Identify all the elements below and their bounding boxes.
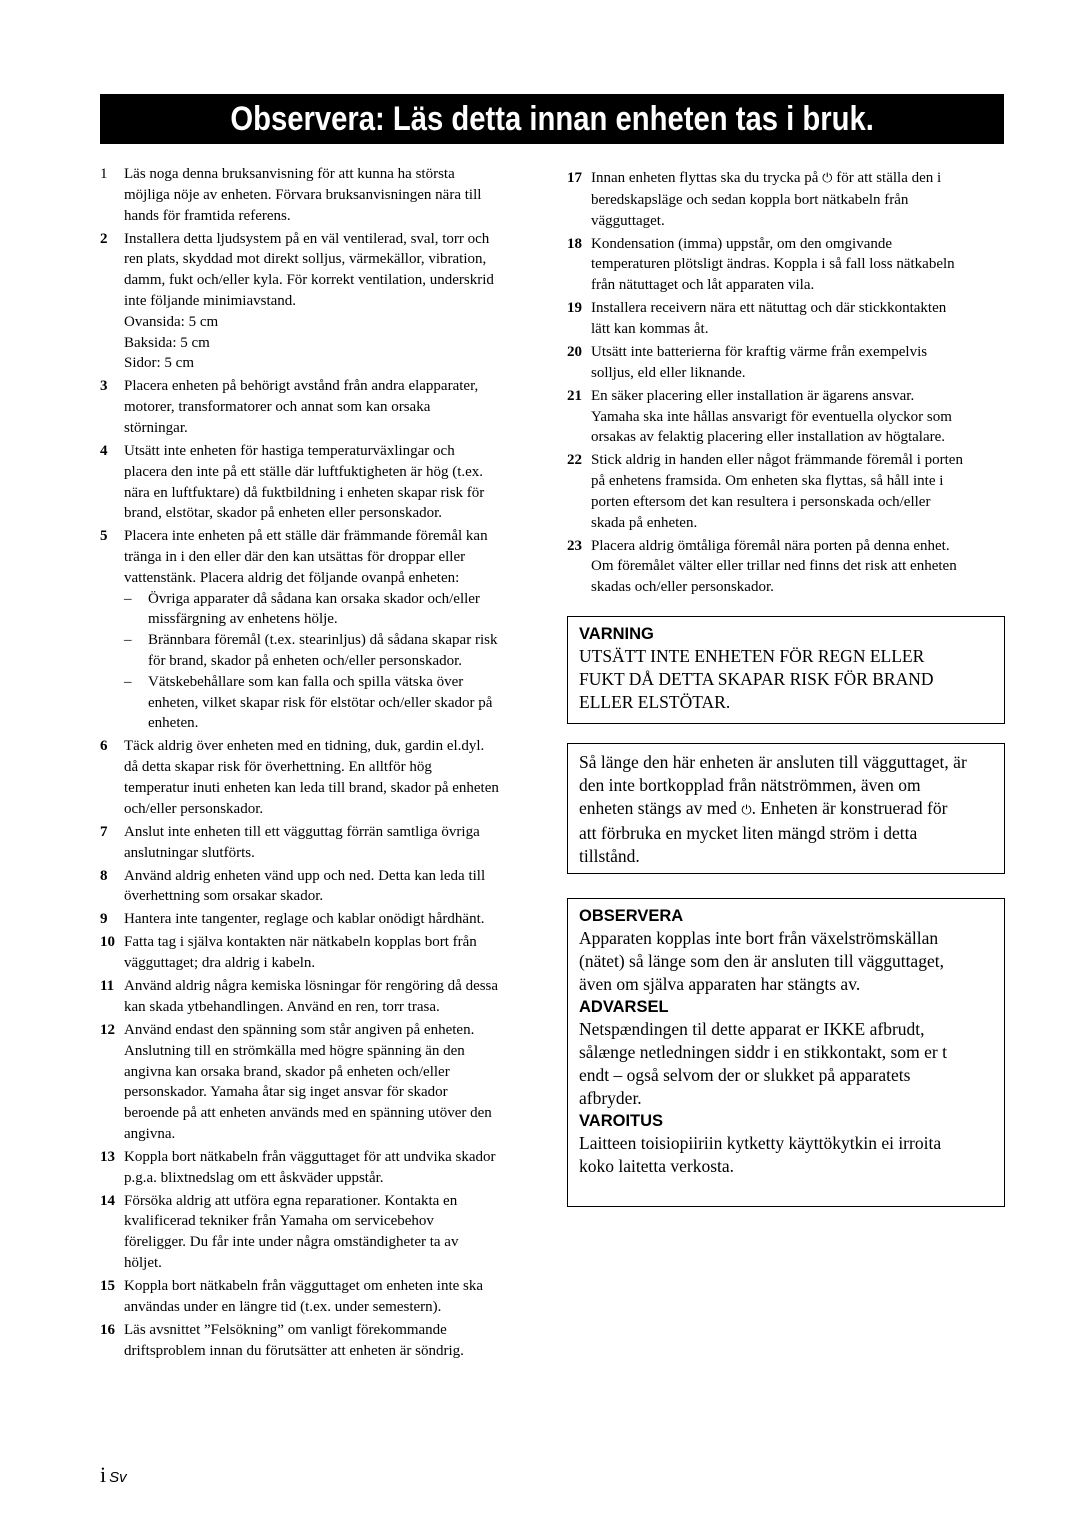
list-item [100,866,536,908]
list-item [100,1020,536,1145]
item-text [591,298,1004,340]
item-line: Placera enheten på behörigt avstånd från andra elapparater, [124,378,479,395]
item-line: Täck aldrig över enheten med en tidning, duk, gardin el.dyl. [124,738,485,755]
item-line: Yamaha ska inte hållas ansvarigt för eventuella olyckor som [591,408,952,425]
advarsel-line: Netspændingen til dette apparat er IKKE afbrudt, [579,1019,925,1039]
item-line: anslutningar slutförts. [124,844,255,861]
item-number: 20 [567,343,582,360]
list-item [567,298,1004,340]
standby-notice-box [567,743,1005,874]
item-line: Baksida: 5 cm [124,334,210,351]
item-line: angivna kan orsaka brand, skador på enheten och/eller [124,1063,450,1080]
item-line: föreligger. Du får inte under några omständigheter ta av [124,1234,459,1251]
list-item [100,1147,536,1189]
item-line: Använd aldrig några kemiska lösningar för rengöring då dessa [124,978,499,995]
item-text [124,1320,536,1362]
list-item [100,164,536,226]
power-icon: ⏻ [741,803,752,818]
list-item [567,386,1004,448]
list-item [100,1191,536,1274]
item-line: Läs noga denna bruksanvisning för att kunna ha största [124,166,455,182]
observera-heading: OBSERVERA [579,907,684,925]
item-number: 1 [100,166,108,182]
item-number: 2 [100,230,108,247]
item-line: nära en luftfuktare) då fuktbildning i enheten skapar risk för [124,484,485,501]
sub-item-line: enheten. [148,715,199,732]
item-line: från nätuttaget och låt apparaten vila. [591,277,815,294]
item-line: Placera aldrig ömtåliga föremål nära porten på denna enhet. [591,537,950,554]
item-line: då detta skapar risk för överhettning. En alltför hög [124,759,432,776]
item-line: höljet. [124,1255,162,1272]
varoitus-line: koko laitetta verkosta. [579,1156,735,1176]
item-text [124,822,536,864]
sub-item-text [148,589,536,631]
list-item [567,342,1004,384]
list-item [100,376,536,438]
item-number: 3 [100,378,108,395]
item-text [591,168,1004,231]
item-number: 18 [567,235,582,252]
list-item [567,536,1004,598]
standby-line-part: . Enheten är konstruerad för [751,798,948,818]
item-line: Ovansida: 5 cm [124,313,219,330]
varoitus-heading: VAROITUS [579,1112,664,1130]
item-number: 21 [567,387,582,404]
item-line: tränga in i den eller där den kan utsättas för droppar eller [124,549,466,566]
item-line: användas under en längre tid (t.ex. under semestern). [124,1298,442,1315]
sub-item [124,672,536,734]
sub-item [124,589,536,631]
item-line: temperatur inuti enheten kan leda till brand, skador på enheten [124,780,499,797]
list-item [100,1276,536,1318]
page-footer [100,1462,127,1488]
list-item [100,736,536,819]
warning-line: ELLER ELSTÖTAR. [579,692,731,712]
item-text [124,526,536,734]
standby-line: tillstånd. [579,846,640,866]
item-line: porten eftersom det kan resultera i personskada och/eller [591,493,931,510]
item-line: Använd aldrig enheten vänd upp och ned. Detta kan leda till [124,867,486,884]
list-item [100,526,536,734]
item-number: 7 [100,823,108,840]
item-line: beredskapsläge och sedan koppla bort nätkabeln från [591,191,909,208]
warning-heading: VARNING [579,625,654,643]
item-line: angivna. [124,1125,176,1142]
item-line: Använd endast den spänning som står angiven på enheten. [124,1021,475,1038]
language-code: Sv [109,1469,127,1486]
item-line: kvalificerad tekniker från Yamaha om servicebehov [124,1213,434,1230]
list-item [100,1320,536,1362]
item-line: möjliga nöje av enheten. Förvara bruksanvisningen nära till [124,186,482,203]
item-line: överhettning som orsakar skador. [124,888,324,905]
standby-line [579,797,993,822]
item-text [124,1276,536,1318]
item-number: 12 [100,1021,115,1038]
item-line: skadas och/eller personskador. [591,579,774,596]
item-text [591,386,1004,448]
item-line-part: Innan enheten flyttas ska du trycka på [591,170,819,186]
item-number: 22 [567,452,582,469]
standby-line-part: enheten stängs av med [579,798,737,818]
item-line: Försöka aldrig att utföra egna reparationer. Kontakta en [124,1192,458,1209]
item-line: Placera inte enheten på ett ställe där främmande föremål kan [124,528,488,545]
power-icon: ⏻ [822,171,833,186]
item-text [591,450,1004,533]
item-line-part: för att ställa den i [836,170,942,186]
item-text [124,736,536,819]
item-line: vägguttaget; dra aldrig i kabeln. [124,955,316,972]
item-line: personskador. Yamaha åtar sig inget ansvar för skador [124,1084,448,1101]
item-line: hands för framtida referens. [124,207,291,224]
list-item [100,441,536,524]
item-text [124,164,536,226]
item-line: temperaturen plötsligt ändras. Koppla i så fall loss nätkabeln [591,256,955,273]
item-line: inte följande minimiavstand. [124,292,297,309]
sub-item-text [148,672,536,734]
observera-line: Apparaten kopplas inte bort från växelströmskällan [579,928,939,948]
item-line: Utsätt inte batterierna för kraftig värme från exempelvis [591,343,928,360]
item-text [124,976,536,1018]
item-text [591,234,1004,296]
sub-item-line: Vätskebehållare som kan falla och spilla vätska över [148,673,464,690]
warning-line: FUKT DÅ DETTA SKAPAR RISK FÖR BRAND [579,669,934,689]
item-number: 8 [100,867,108,884]
item-line: Om föremålet välter eller trillar ned finns det risk att enheten [591,558,957,575]
item-number: 19 [567,300,582,317]
standby-line: Så länge den här enheten är ansluten till vägguttaget, är [579,752,967,772]
advarsel-line: sålænge netledningen siddr i en stikkontakt, som er t [579,1042,947,1062]
item-number: 14 [100,1192,115,1209]
item-text [124,229,536,375]
standby-line: den inte bortkopplad från nätströmmen, även om [579,775,921,795]
item-line: Koppla bort nätkabeln från vägguttaget om enheten inte ska [124,1278,484,1295]
item-line: lätt kan kommas åt. [591,320,709,337]
list-item [100,822,536,864]
item-line [591,168,1004,190]
item-line: Installera detta ljudsystem på en väl ventilerad, sval, torr och [124,230,490,247]
item-line: ren plats, skyddad mot direkt solljus, värmekällor, vibration, [124,251,487,268]
list-item [100,932,536,974]
item-line: Anslutning till en strömkälla med högre spänning än den [124,1042,465,1059]
item-text [591,342,1004,384]
item-line: Anslut inte enheten till ett vägguttag förrän samtliga övriga [124,823,480,840]
page-title: Observera: Läs detta innan enheten tas i bruk. [230,99,874,138]
sub-item [124,630,536,672]
item-line: Kondensation (imma) uppstår, om den omgivande [591,235,893,252]
item-line: Installera receivern nära ett nätuttag och där stickkontakten [591,300,947,317]
item-text [591,536,1004,598]
warning-line: UTSÄTT INTE ENHETEN FÖR REGN ELLER [579,646,925,666]
sub-item-line: enheten, vilket skapar risk för elstötar och/eller skador på [148,694,493,711]
item-number: 6 [100,738,108,755]
item-text [124,1020,536,1145]
item-line: på enhetens framsida. Om enheten ska flyttas, så håll inte i [591,473,944,490]
page-title-banner [100,94,1004,144]
page-number: i [100,1462,107,1487]
warning-box [567,616,1005,724]
item-line: brand, elstötar, skador på enheten eller personskador. [124,505,443,522]
item-line: placera den inte på ett ställe där luftfuktigheten är hög (t.ex. [124,463,484,480]
item-number: 9 [100,911,108,928]
item-line: kan skada ytbehandlingen. Använd en ren, torr trasa. [124,998,440,1015]
right-column [567,168,1004,600]
left-column [100,164,536,1364]
item-line: Utsätt inte enheten för hastiga temperaturväxlingar och [124,442,455,459]
item-text [124,376,536,438]
list-item [100,909,536,930]
sub-item-line: Övriga apparater då sådana kan orsaka skador och/eller [148,590,480,607]
item-line: En säker placering eller installation är ägarens ansvar. [591,387,915,404]
list-item [100,229,536,375]
item-number: 16 [100,1321,115,1338]
list-item [100,976,536,1018]
item-line: Läs avsnittet ”Felsökning” om vanligt förekommande [124,1321,447,1338]
dash-bullet: – [124,590,132,607]
item-text [124,909,536,930]
item-text [124,932,536,974]
item-line: p.g.a. blixtnedslag om ett åskväder uppstår. [124,1169,384,1186]
item-line: Hantera inte tangenter, reglage och kablar onödigt hårdhänt. [124,911,485,928]
item-line: störningar. [124,419,188,436]
item-number: 5 [100,528,108,545]
item-line: skada på enheten. [591,514,698,531]
item-line: vägguttaget. [591,212,665,229]
item-number: 4 [100,442,108,459]
item-number: 17 [567,170,582,186]
item-text [124,1147,536,1189]
item-text [124,866,536,908]
item-line: beroende på att enheten används med en spänning utöver den [124,1105,492,1122]
advarsel-heading: ADVARSEL [579,998,669,1016]
item-line: Stick aldrig in handen eller något främmande föremål i porten [591,452,963,469]
item-number: 11 [100,978,115,995]
observera-line: även om själva apparaten har stängts av. [579,974,861,994]
list-item [567,234,1004,296]
item-line: vattenstänk. Placera aldrig det följande ovanpå enheten: [124,569,460,586]
standby-line: att förbruka en mycket liten mängd ström i detta [579,823,918,843]
item-number: 13 [100,1148,115,1165]
item-line: solljus, eld eller liknande. [591,364,746,381]
sub-item-text [148,630,536,672]
item-number: 23 [567,537,582,554]
item-line: driftsproblem innan du förutsätter att enheten är söndrig. [124,1342,464,1359]
item-line: motorer, transformatorer och annat som kan orsaka [124,399,431,416]
item-text [124,441,536,524]
dash-bullet: – [124,673,132,690]
item-line: Fatta tag i själva kontakten när nätkabeln kopplas bort från [124,934,477,951]
sub-item-line: för brand, skador på enheten och/eller personskador. [148,653,463,670]
dash-bullet: – [124,632,132,649]
observera-line: (nätet) så länge som den är ansluten till vägguttaget, [579,951,944,971]
advarsel-line: afbryder. [579,1088,642,1108]
multilingual-notice-box [567,898,1005,1207]
item-line: och/eller personskador. [124,800,264,817]
list-item [567,168,1004,231]
item-line: damm, fukt och/eller kyla. För korrekt ventilation, underskrid [124,272,494,289]
item-line: orsakas av felaktig placering eller installation av högtalare. [591,429,946,446]
item-line: Koppla bort nätkabeln från vägguttaget för att undvika skador [124,1148,496,1165]
sub-item-line: missfärgning av enhetens hölje. [148,611,338,628]
varoitus-line: Laitteen toisiopiiriin kytketty käyttökytkin ei irroita [579,1133,942,1153]
item-line: Sidor: 5 cm [124,355,194,372]
advarsel-line: endt – også selvom der or slukket på apparatets [579,1065,911,1085]
sub-item-line: Brännbara föremål (t.ex. stearinljus) då sådana skapar risk [148,632,498,649]
item-text [124,1191,536,1274]
list-item [567,450,1004,533]
item-number: 10 [100,934,115,951]
item-number: 15 [100,1278,115,1295]
